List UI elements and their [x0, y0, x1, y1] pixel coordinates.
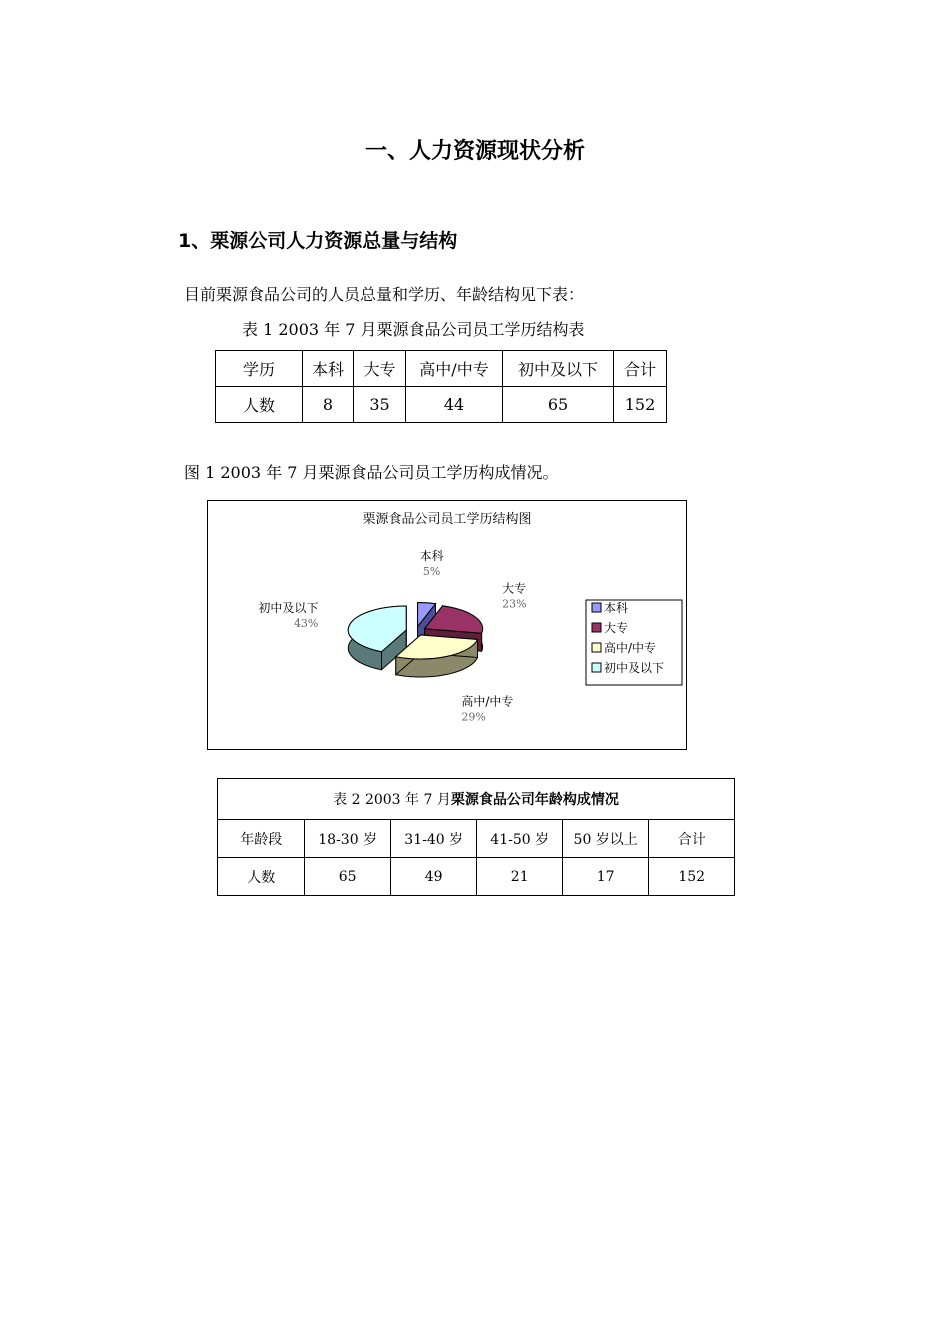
- table-cell: 35: [354, 387, 406, 423]
- table-header-cell: 41-50 岁: [477, 820, 563, 858]
- pie-slice-label: 大专: [502, 581, 527, 596]
- table-header-cell: 50 岁以上: [562, 820, 648, 858]
- table-header-cell: 18-30 岁: [305, 820, 391, 858]
- legend-label: 大专: [604, 621, 629, 635]
- figure1-caption: 图 1 2003 年 7 月栗源食品公司员工学历构成情况。: [184, 463, 559, 482]
- table-header-cell: 高中/中专: [406, 351, 503, 387]
- intro-paragraph: 目前栗源食品公司的人员总量和学历、年龄结构见下表：: [184, 285, 585, 304]
- table-row: [216, 351, 667, 387]
- section-title: 1、栗源公司人力资源总量与结构: [178, 230, 458, 252]
- table-header-cell: 31-40 岁: [390, 820, 477, 858]
- table-header-cell: 学历: [216, 351, 303, 387]
- legend-swatch: [592, 603, 601, 612]
- pie-slice-label: 高中/中专: [461, 694, 514, 709]
- table-cell: 21: [477, 858, 563, 896]
- table-header-cell: 初中及以下: [503, 351, 614, 387]
- page-heading: 一、人力资源现状分析: [364, 139, 585, 164]
- table-cell: 8: [303, 387, 354, 423]
- table-header-cell: 本科: [303, 351, 354, 387]
- table-cell: 65: [503, 387, 614, 423]
- table2-caption: [218, 779, 735, 820]
- table-header-cell: 合计: [614, 351, 667, 387]
- legend-label: 本科: [604, 601, 629, 615]
- education-table: [215, 350, 667, 423]
- table-row: [218, 820, 735, 858]
- table-header-cell: 年龄段: [218, 820, 305, 858]
- pie-slice-value: 29%: [461, 710, 486, 724]
- table-header-cell: 合计: [649, 820, 735, 858]
- table-cell: 44: [406, 387, 503, 423]
- table-row: [218, 779, 735, 820]
- legend-label: 初中及以下: [604, 661, 665, 675]
- pie-slice-value: 5%: [422, 564, 441, 578]
- table-header-cell: 大专: [354, 351, 406, 387]
- pie-slice-value: 23%: [502, 597, 527, 611]
- legend-swatch: [592, 643, 601, 652]
- table-cell: 152: [614, 387, 667, 423]
- table-row: [218, 858, 735, 896]
- table-cell: 152: [649, 858, 735, 896]
- legend-swatch: [592, 623, 601, 632]
- table-cell: 人数: [218, 858, 305, 896]
- table-cell: 65: [305, 858, 391, 896]
- pie-slice-label: 本科: [419, 548, 444, 563]
- table-row: [216, 387, 667, 423]
- legend-label: 高中/中专: [604, 641, 657, 655]
- legend-swatch: [592, 663, 601, 672]
- table2-caption-prefix: 表 2 2003 年 7 月: [333, 792, 451, 808]
- pie-chart-svg: [208, 501, 686, 749]
- pie-slice-value: 43%: [293, 617, 319, 631]
- table-cell: 49: [390, 858, 477, 896]
- table1-caption: 表 1 2003 年 7 月栗源食品公司员工学历结构表: [242, 320, 585, 339]
- chart-title: 栗源食品公司员工学历结构图: [362, 512, 532, 527]
- education-pie-chart: [207, 500, 687, 750]
- age-table: [217, 778, 735, 896]
- table-cell: 17: [562, 858, 648, 896]
- pie-slice-label: 初中及以下: [258, 601, 319, 616]
- table2-caption-title: 栗源食品公司年龄构成情况: [450, 792, 619, 808]
- table-cell: 人数: [216, 387, 303, 423]
